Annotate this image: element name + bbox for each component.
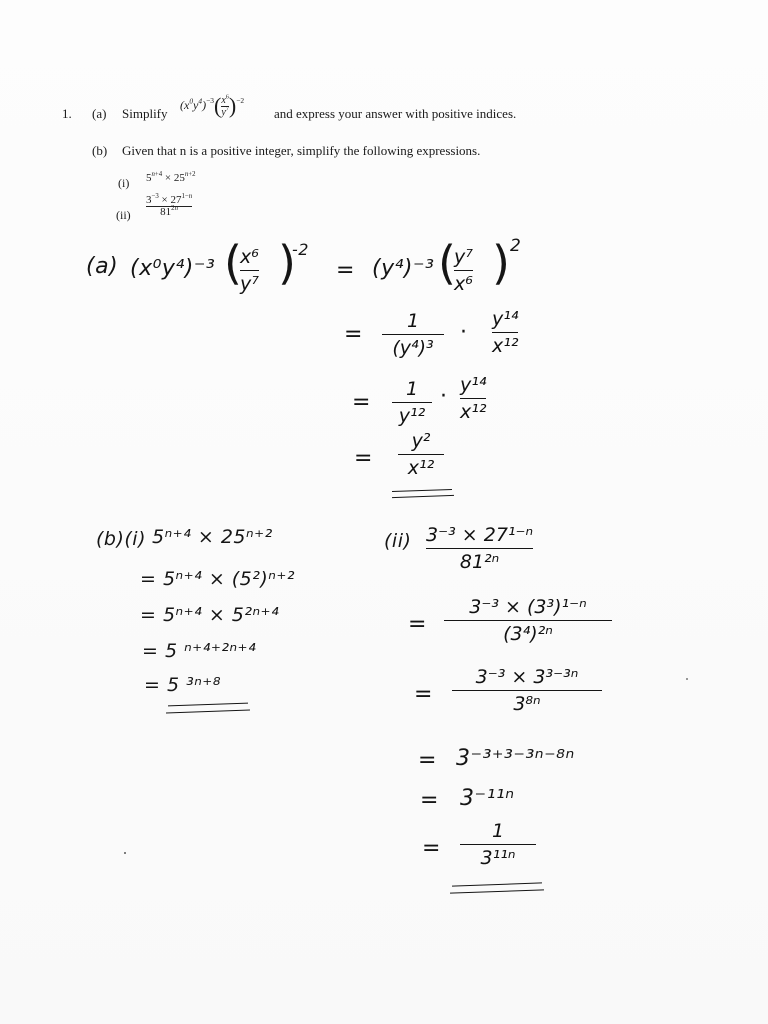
sol-bii-label: (ii) (384, 530, 412, 552)
sol-bi-underline-2 (166, 710, 250, 714)
sol-bii-l5: 3⁻¹¹ⁿ (460, 786, 515, 811)
frac-numerator: 3⁻³ × (3³)¹⁻ⁿ (469, 596, 587, 618)
sub-i-label: (i) (118, 176, 130, 190)
frac-denominator: x¹² (460, 401, 487, 423)
frac-denominator: y⁷ (240, 273, 259, 295)
sol-bi-line3: = 5ⁿ⁺⁴ × 5²ⁿ⁺⁴ (140, 604, 280, 626)
sol-bi-underline-1 (168, 703, 248, 707)
frac-bar (240, 270, 259, 271)
frac-numerator: y² (411, 430, 431, 452)
sol-a-lparen: ( (224, 236, 243, 290)
sol-a-rhs-rparen: ) (492, 236, 511, 290)
sol-bii-l2-frac (444, 596, 612, 645)
sol-a-underline-2 (392, 495, 454, 498)
frac-numerator: 3⁻³ × 27¹⁻ⁿ (426, 524, 534, 546)
frac-denominator: 3¹¹ⁿ (480, 847, 516, 869)
sol-a-line3-dot: · (440, 384, 448, 409)
frac-numerator: 1 (405, 378, 419, 400)
frac-numerator: 1 (406, 310, 420, 332)
frac-denominator: y¹² (398, 405, 426, 427)
frac-bar (392, 402, 432, 403)
frac-denominator: (y⁴)³ (392, 337, 434, 359)
sol-bii-eq4: = (420, 788, 439, 813)
sub-i-expression: $5^{n+4} \times 25^{n+2}$ (146, 170, 196, 184)
frac-numerator: 1 (491, 820, 505, 842)
sol-a-line2-frac1 (382, 310, 444, 359)
sol-bii-underline-1 (452, 882, 542, 886)
sol-a-line2-dot: · (460, 320, 468, 345)
frac-denominator: (3⁴)²ⁿ (503, 623, 553, 645)
frac-numerator: x⁶ (240, 246, 259, 268)
sol-a-eq1: = (336, 258, 355, 283)
stray-dot (686, 678, 688, 680)
sol-bi-line2: = 5ⁿ⁺⁴ × (5²)ⁿ⁺² (140, 568, 296, 590)
sol-bii-underline-2 (450, 889, 544, 893)
sol-a-final-frac (398, 430, 444, 479)
sol-a-line1-rhs-exp: 2 (510, 236, 522, 256)
frac-bar (398, 454, 444, 455)
frac-bar (460, 844, 536, 845)
sol-a-line3-frac2 (460, 374, 486, 423)
frac-numerator: y¹⁴ (492, 308, 519, 330)
frac-denominator: 3⁸ⁿ (513, 693, 541, 715)
frac-numerator: 3⁻³ × 3³⁻³ⁿ (475, 666, 579, 688)
frac-bar (444, 620, 612, 621)
sol-bi-line1: 5ⁿ⁺⁴ × 25ⁿ⁺² (152, 526, 273, 548)
sol-a-line1-exp: -2 (292, 240, 309, 259)
frac-bar (452, 690, 602, 691)
sol-bii-eq2: = (414, 682, 433, 707)
frac-denominator: x¹² (407, 457, 435, 479)
part-b-label: (b) (92, 143, 108, 158)
sol-a-rparen: ) (278, 236, 297, 290)
frac-bar (454, 270, 473, 271)
stray-dot (124, 852, 126, 854)
frac-denominator: x⁶ (454, 273, 473, 295)
part-a-text-pre: Simplify (122, 106, 168, 121)
sol-a-underline-1 (392, 489, 452, 492)
sol-a-rhs-lparen: ( (438, 236, 457, 290)
sol-a-line1-rhs-frac (454, 246, 473, 295)
frac-denominator: x¹² (492, 335, 519, 357)
sol-bii-l6-frac (460, 820, 536, 869)
sub-ii-expression: $\frac{3^{-3} \times 27^{1-n}}{81^{2n}}$ (146, 192, 193, 218)
part-b-text: Given that n is a positive integer, simplify the following expressions. (122, 143, 481, 158)
sol-bi-line5: = 5 ³ⁿ⁺⁸ (144, 674, 221, 696)
sol-a-line1-frac (240, 246, 259, 295)
sol-a-line1-lhs: (x⁰y⁴)⁻³ (130, 256, 216, 281)
sol-bii-eq3: = (418, 748, 437, 773)
part-a-text-post: and express your answer with positive indices. (274, 106, 517, 121)
part-a-expression: $(x^0y^4)^{-3}$( $\frac{x^6}{y^7}$ )$^{-2}$ (180, 92, 245, 118)
sol-bi-label: (b)(i) (96, 528, 146, 550)
frac-numerator: y¹⁴ (460, 374, 487, 396)
sol-a-line3-frac1 (392, 378, 432, 427)
sol-a-eq4: = (354, 446, 373, 471)
question-number: 1. (62, 106, 72, 121)
frac-bar (382, 334, 444, 335)
sol-a-line1-rhs: (y⁴)⁻³ (372, 256, 435, 281)
sol-a-eq3: = (352, 390, 371, 415)
sol-bii-l3-frac (452, 666, 602, 715)
sol-a-label: (a) (86, 254, 119, 279)
frac-bar (460, 398, 486, 399)
frac-bar (492, 332, 518, 333)
sol-a-eq2: = (344, 322, 363, 347)
sol-bii-eq5: = (422, 836, 441, 861)
sol-bii-l1-frac (426, 524, 533, 573)
sol-bii-l4: 3⁻³⁺³⁻³ⁿ⁻⁸ⁿ (456, 746, 575, 771)
sol-a-line2-frac2 (492, 308, 518, 357)
frac-denominator: 81²ⁿ (459, 551, 500, 573)
sol-bii-eq1: = (408, 612, 427, 637)
frac-bar (426, 548, 533, 549)
sub-ii-label: (ii) (116, 208, 131, 222)
frac-numerator: y⁷ (454, 246, 473, 268)
sol-bi-line4: = 5 ⁿ⁺⁴⁺²ⁿ⁺⁴ (142, 640, 257, 662)
part-a-label: (a) (92, 106, 107, 121)
